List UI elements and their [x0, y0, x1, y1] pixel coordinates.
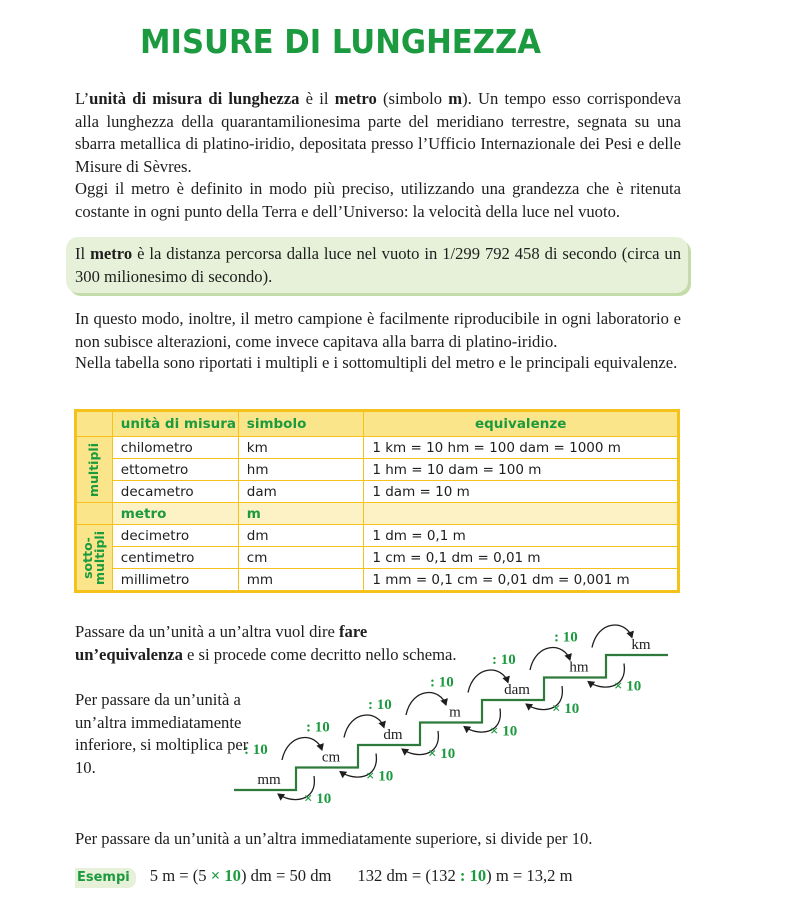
cell-symbol: cm — [238, 547, 364, 569]
equivalence-rule-up: Per passare da un’unità a un’altra immediatamente superiore, si divide per 10. — [75, 829, 593, 848]
table-row-metro — [77, 503, 678, 525]
multiply-label: × 10 — [304, 791, 332, 807]
example-1: 5 m = (5 × 10) dm = 50 dm — [149, 866, 332, 885]
divide-arrow — [468, 670, 508, 692]
table-row — [77, 547, 678, 569]
group-sottomultipli: sotto- multipli — [77, 525, 113, 591]
table-row — [77, 459, 678, 481]
unit-label-dam: dam — [504, 682, 530, 698]
divide-label: : 10 — [430, 674, 454, 691]
header-corner — [77, 412, 113, 437]
cell-symbol: dm — [238, 525, 364, 547]
cell-eq: 1 cm = 0,1 dm = 0,01 m — [364, 547, 678, 569]
cell-unit: decametro — [112, 481, 238, 503]
divide-label: : 10 — [244, 742, 268, 758]
multiply-label: × 10 — [428, 746, 456, 762]
divide-label: : 10 — [306, 719, 330, 736]
table-row — [77, 525, 678, 547]
examples-label: Esempi — [75, 868, 136, 888]
intro-paragraph: L’unità di misura di lunghezza è il metro (simbolo m). Un tempo esso corrispondeva alla lunghezza della quarantamilionesima parte del meridiano terrestre, segnata su una sbarra metallica di platino-iridio, depositata presso l’Ufficio Internazionale dei Pesi e delle Misure di Sèvres. — [75, 89, 681, 176]
staircase-diagram — [228, 618, 688, 818]
divide-arrow — [344, 715, 384, 737]
intro-paragraph-2: Oggi il metro è definito in modo più preciso, utilizzando una grandezza che è ritenuta costante in ogni punto della Terra e dell’Universo: la velocità della luce nel vuoto. — [75, 179, 681, 221]
definition-text: Il metro è la distanza percorsa dalla luce nel vuoto in 1/299 792 458 di secondo (circa un 300 milionesimo di secondo). — [75, 244, 681, 286]
cell-unit: decimetro — [112, 525, 238, 547]
cell-symbol: km — [238, 437, 364, 459]
cell-unit: metro — [112, 503, 238, 525]
cell-symbol: m — [238, 503, 364, 525]
divide-label: : 10 — [554, 629, 578, 646]
equivalence-rule-down: Per passare da un’unità a un’altra immediatamente inferiore, si moltiplica per 10. — [75, 690, 249, 778]
header-equivalences: equivalenze — [364, 412, 678, 437]
cell-eq: 1 km = 10 hm = 100 dam = 1000 m — [364, 437, 678, 459]
divide-arrow — [592, 625, 632, 647]
examples-row — [75, 866, 573, 888]
metro-corner — [77, 503, 113, 525]
group-multipli: multipli — [77, 437, 113, 503]
cell-symbol: hm — [238, 459, 364, 481]
unit-label-km: km — [631, 637, 651, 653]
units-table — [76, 411, 678, 591]
multiply-label: × 10 — [490, 723, 518, 740]
divide-arrow — [282, 738, 322, 760]
cell-unit: chilometro — [112, 437, 238, 459]
unit-label-m: m — [449, 704, 461, 721]
equivalence-intro: Passare da un’unità a un’altra vuol dire fare un’equivalenza e si procede come decritto nello schema. — [75, 622, 457, 664]
paragraph-4: Nella tabella sono riportati i multipli e i sottomultipli del metro e le principali equivalenze. — [75, 353, 678, 372]
cell-symbol: mm — [238, 569, 364, 591]
table-row — [77, 437, 678, 459]
header-symbol: simbolo — [238, 412, 364, 437]
cell-unit: centimetro — [112, 547, 238, 569]
cell-eq — [364, 503, 678, 525]
multiply-label: × 10 — [366, 768, 394, 785]
example-2: 132 dm = (132 : 10) m = 13,2 m — [357, 866, 573, 885]
multiply-label: × 10 — [552, 701, 580, 717]
unit-label-cm: cm — [321, 749, 341, 766]
unit-label-mm: mm — [257, 772, 281, 788]
cell-eq: 1 mm = 0,1 cm = 0,01 dm = 0,001 m — [364, 569, 678, 591]
multiply-label: × 10 — [614, 678, 642, 695]
cell-symbol: dam — [238, 481, 364, 503]
divide-arrow — [406, 693, 446, 715]
header-unit: unità di misura — [112, 412, 238, 437]
cell-eq: 1 dm = 0,1 m — [364, 525, 678, 547]
unit-label-hm: hm — [569, 659, 589, 676]
cell-unit: ettometro — [112, 459, 238, 481]
unit-label-dm: dm — [383, 727, 403, 743]
table-row — [77, 481, 678, 503]
divide-arrow — [530, 648, 570, 670]
divide-label: : 10 — [492, 652, 516, 668]
table-row — [77, 569, 678, 591]
paragraph-3: In questo modo, inoltre, il metro campione è facilmente riproducibile in ogni laboratorio e non subisce alterazioni, come invece capitava alla barra di platino-iridio. — [75, 309, 681, 351]
cell-eq: 1 hm = 10 dam = 100 m — [364, 459, 678, 481]
cell-eq: 1 dam = 10 m — [364, 481, 678, 503]
page-title: MISURE DI LUNGHEZZA — [140, 22, 542, 61]
table-header-row — [77, 412, 678, 437]
cell-unit: millimetro — [112, 569, 238, 591]
divide-label: : 10 — [368, 697, 392, 713]
